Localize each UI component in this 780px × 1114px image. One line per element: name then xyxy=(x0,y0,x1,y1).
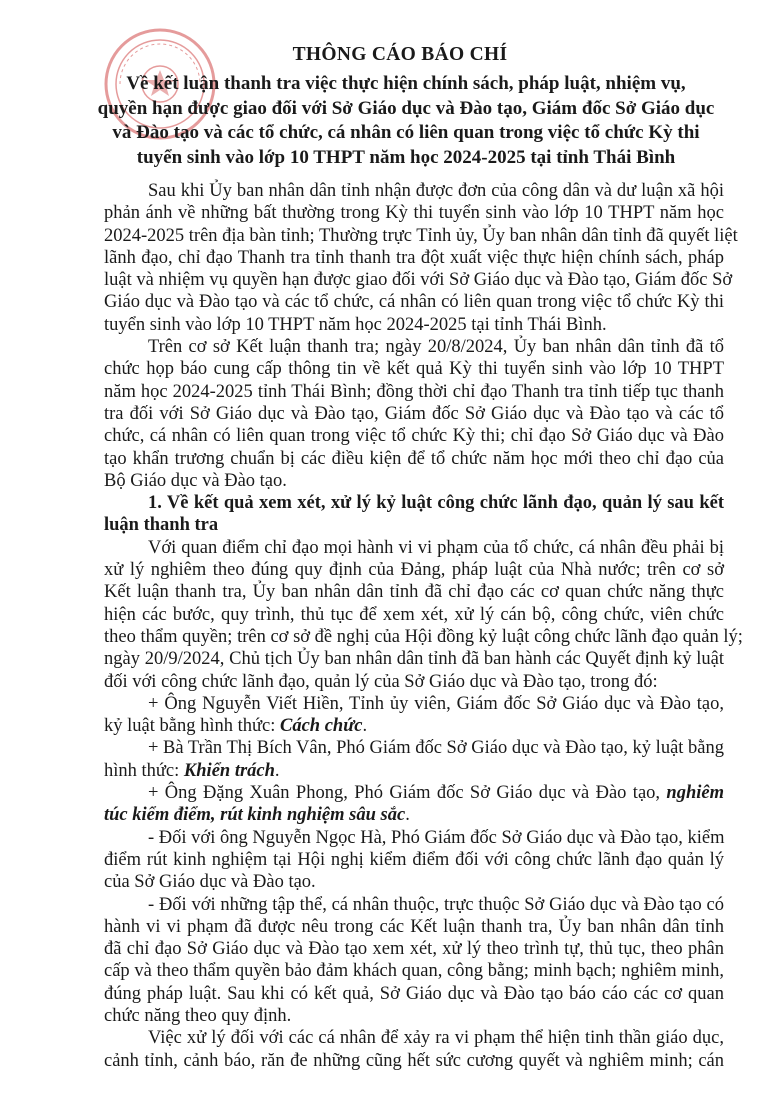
heading-line: luận thanh tra xyxy=(104,515,219,536)
text-line: 2024-2025 trên địa bàn tỉnh; Thường trực Tỉnh ủy, Ủy ban nhân dân tỉnh đã quyết liệt xyxy=(104,225,738,246)
subtitle-line: tuyển sinh vào lớp 10 THPT năm học 2024-2025 tại tỉnh Thái Bình xyxy=(136,146,676,168)
text-line xyxy=(104,760,724,782)
text-line: phản ánh về những bất thường trong Kỳ thi tuyển sinh vào lớp 10 THPT năm học xyxy=(104,203,724,224)
text-line: cấp và theo thẩm quyền bảo đảm khách quan, công bằng; minh bạch; nghiêm minh, xyxy=(104,961,724,982)
text-line: cảnh tỉnh, cảnh báo, răn đe những cũng hết sức cương quyết và nghiêm minh; cán xyxy=(104,1050,724,1071)
text-line: Giáo dục và Đào tạo và các tổ chức, cá nhân có liên quan trong việc tổ chức Kỳ thi xyxy=(104,292,724,313)
subtitle-line: Về kết luận thanh tra việc thực hiện chính sách, pháp luật, nhiệm vụ, xyxy=(126,73,686,94)
paragraph-intro xyxy=(104,180,738,336)
text-line: Sau khi Ủy ban nhân dân tỉnh nhận được đơn của công dân và dư luận xã hội xyxy=(148,181,724,201)
list-item-collectives xyxy=(104,894,724,1028)
text-fragment: + Ông Đặng Xuân Phong, Phó Giám đốc Sở Giáo dục và Đào tạo, xyxy=(148,783,667,804)
list-item-deputy-ha xyxy=(104,827,724,894)
text-line: chức năng theo quy định. xyxy=(104,1005,292,1026)
text-line: theo thẩm quyền; trên cơ sở đề nghị của Hội đồng kỷ luật công chức lãnh đạo quản lý; xyxy=(104,626,743,647)
penalty-text: nghiêm xyxy=(666,783,724,804)
section-heading xyxy=(104,492,724,537)
text-line: hiện các bước, quy trình, thủ tục để xem xét, xử lý cán bộ, công chức, viên chức xyxy=(104,604,724,625)
text-line: xử lý nghiêm theo đúng quy định của Đảng, pháp luật của Nhà nước; trên cơ sở xyxy=(104,560,724,581)
text-fragment: . xyxy=(362,716,368,737)
text-fragment: . xyxy=(274,760,280,781)
text-line: đối với công chức lãnh đạo, quản lý của Sở Giáo dục và Đào tạo, trong đó: xyxy=(104,671,658,692)
subtitle-line: quyền hạn được giao đối với Sở Giáo dục và Đào tạo, Giám đốc Sở Giáo dục xyxy=(97,97,715,119)
penalty-text: Khiển trách xyxy=(183,760,275,781)
text-line: Kết luận thanh tra, Ủy ban nhân dân tỉnh đã chỉ đạo các cơ quan chức năng thực xyxy=(104,582,724,603)
paragraph-press-conference xyxy=(104,336,724,492)
text-fragment: hình thức: xyxy=(104,760,184,781)
text-line: ngày 20/9/2024, Chủ tịch Ủy ban nhân dân tỉnh đã ban hành các Quyết định kỷ luật xyxy=(104,649,724,670)
paragraph-handling xyxy=(104,1027,724,1072)
text-line xyxy=(104,782,724,804)
text-line: lãnh đạo, chỉ đạo Thanh tra tỉnh thanh tra đột xuất việc thực hiện chính sách, pháp xyxy=(104,247,724,268)
heading-line: 1. Về kết quả xem xét, xử lý kỷ luật công chức lãnh đạo, quản lý sau kết xyxy=(148,493,724,514)
subtitle-line: và Đào tạo và các tổ chức, cá nhân có liên quan trong việc tổ chức Kỳ thi xyxy=(112,122,700,143)
text-line: - Đối với ông Nguyễn Ngọc Hà, Phó Giám đốc Sở Giáo dục và Đào tạo, kiểm xyxy=(148,827,725,848)
text-line: tra đối với Sở Giáo dục và Đào tạo, Giám đốc Sở Giáo dục và Đào tạo và các tổ xyxy=(104,403,724,424)
text-line: tạo khẩn trương chuẩn bị các điều kiện để tổ chức năm học mới theo chỉ đạo của xyxy=(104,448,724,469)
text-line: Việc xử lý đối với các cá nhân để xảy ra vi phạm thể hiện tinh thần giáo dục, xyxy=(148,1028,724,1049)
text-line: điểm rút kinh nghiệm tại Hội nghị kiểm điểm đối với công chức lãnh đạo quản lý xyxy=(104,849,724,870)
text-line: + Ông Nguyễn Viết Hiền, Tỉnh ủy viên, Giám đốc Sở Giáo dục và Đào tạo, xyxy=(148,693,724,714)
list-item-deputy-phong xyxy=(104,782,724,827)
text-line: đúng pháp luật. Sau khi có kết quả, Sở Giáo dục và Đào tạo báo cáo các cơ quan xyxy=(104,983,724,1004)
text-line: luật và nhiệm vụ quyền hạn được giao đối với Sở Giáo dục và Đào tạo, Giám đốc Sở xyxy=(104,270,733,291)
text-line: chức họp báo cung cấp thông tin về kết quả Kỳ thi tuyển sinh vào lớp 10 THPT xyxy=(104,359,724,380)
text-line: hành vi vi phạm đã được nêu trong các Kết luận thanh tra, Ủy ban nhân dân tỉnh xyxy=(104,916,724,937)
text-line: - Đối với những tập thể, cá nhân thuộc, trực thuộc Sở Giáo dục và Đào tạo có xyxy=(148,894,724,915)
text-line xyxy=(104,715,724,737)
text-line: Với quan điểm chỉ đạo mọi hành vi vi phạm của tổ chức, cá nhân đều phải bị xyxy=(148,537,724,558)
text-fragment: . xyxy=(405,805,410,826)
document-body xyxy=(104,180,743,1072)
text-line: Trên cơ sở Kết luận thanh tra; ngày 20/8/2024, Ủy ban nhân dân tỉnh đã tổ xyxy=(148,337,724,358)
text-line: tuyển sinh vào lớp 10 THPT năm học 2024-2025 tại tỉnh Thái Bình. xyxy=(104,314,607,335)
text-line: đã chỉ đạo Sở Giáo dục và Đào tạo xem xét, xử lý theo trình tự, thủ tục, theo phân xyxy=(104,939,724,960)
list-item-deputy-van xyxy=(104,737,724,782)
text-line: chức, cá nhân có liên quan trong việc tổ chức Kỳ thi; chỉ đạo Sở Giáo dục và Đào xyxy=(104,426,724,447)
text-line: Bộ Giáo dục và Đào tạo. xyxy=(104,470,287,491)
list-item-director xyxy=(104,693,724,738)
text-fragment: kỷ luật bằng hình thức: xyxy=(104,716,280,737)
penalty-text: túc kiểm điểm, rút kinh nghiệm sâu sắc xyxy=(104,805,406,826)
paragraph-discipline xyxy=(104,537,743,693)
penalty-text: Cách chức xyxy=(280,716,363,737)
text-line xyxy=(104,804,724,826)
document-subtitle xyxy=(96,72,716,170)
text-line: năm học 2024-2025 tỉnh Thái Bình; đồng thời chỉ đạo Thanh tra tỉnh tiếp tục thanh xyxy=(104,381,724,402)
page-title: THÔNG CÁO BÁO CHÍ xyxy=(292,44,508,65)
text-line: + Bà Trần Thị Bích Vân, Phó Giám đốc Sở Giáo dục và Đào tạo, kỷ luật bằng xyxy=(148,738,725,759)
text-line: của Sở Giáo dục và Đào tạo. xyxy=(104,872,316,893)
